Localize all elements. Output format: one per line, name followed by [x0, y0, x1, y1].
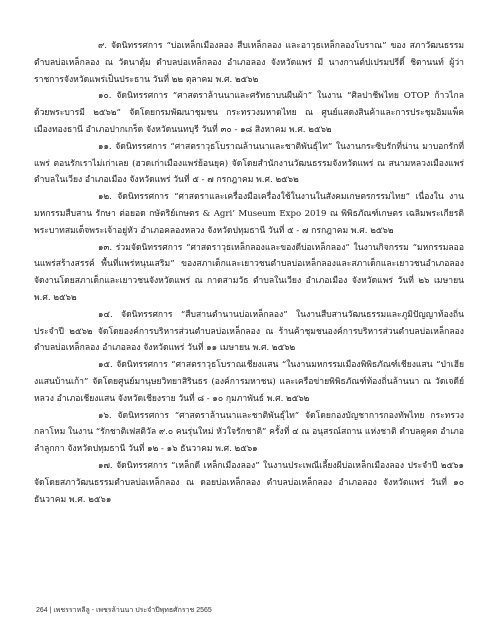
- list-item: ๑๒. จัดนิทรรศการ “ศาสตราและเครื่องมือเครื่องใช้ในงานในสังคมเกษตรกรรมไทย” เนื่องใน งานมหกรรมสืบสาน รักษา ต่อยอด กษัตริย์เกษตร & Agri’ Museum Expo 2019 ณ พิพิธภัณฑ์เกษตร เฉลิมพระเกียรติพระบาทสมเด็จพระเจ้าอยู่หัว อำเภอคลองหลวง จังหวัดปทุมธานี วันที่ ๕ - ๗ กรกฎาคม พ.ศ. ๒๕๖๒: [34, 192, 464, 236]
- list-item: ๙. จัดนิทรรศการ “บ่อเหล็กเมืองลอง สืบเหล็กลอง และอาวุธเหล็กลองโบราณ” ของ สภาวัฒนธรรมตำบลบ่อเหล็กลอง ณ วัดนาตุ้ม ตำบลบ่อเหล็กลอง อำเภอลอง จังหวัดแพร่ มี นางกานต์ปเปรมปรีดิ์ ชิตานนท์ ผู้ว่าราชการจังหวัดแพร่เป็นประธาน วันที่ ๒๒ ตุลาคม พ.ศ. ๒๕๖๒: [34, 41, 464, 85]
- list-item: ๑๔. จัดนิทรรศการ “สืบสานตำนานบ่อเหล็กลอง” ในงานสืบสานวัฒนธรรมและภูมิปัญญาท้องถิ่น ประจำปี ๒๕๖๒ จัดโดยองค์การบริหารส่วนตำบลบ่อเหล็กลอง ณ ร้านค้าชุมชนองค์การบริหารส่วนตำบลบ่อเหล็กลอง ตำบลบ่อเหล็กลอง อำเภอลอง จังหวัดแพร่ วันที่ ๑๑ เมษายน พ.ศ. ๒๕๖๒: [34, 309, 464, 354]
- exhibition-list: [34, 38, 464, 508]
- list-item: ๑๖. จัดนิทรรศการ “ศาสตราล้านนาและชาติพันธุ์ไท” จัดโดยกองบัญชาการกองทัพไทย กระทรวงกลาโหม ในงาน “รักชาติเฟสติวัล ๙.๐ คนรุ่นใหม่ หัวใจรักชาติ” ครั้งที่ ๔ ณ อนุสรณ์สถาน แห่งชาติ ตำบลคูคต อำเภอลำลูกกา จังหวัดปทุมธานี วันที่ ๑๒ - ๑๖ ธันวาคม พ.ศ. ๒๕๖๑: [34, 410, 464, 455]
- list-item: ๑๓. ร่วมจัดนิทรรศการ “ศาสตราวุธเหล็กลองและของดีบ่อเหล็กลอง” ในงานกิจกรรม “มหกรรมลออนแพร่สร้างสรรค์ พื้นที่แพร่หนุนเสริม” ของสภาเด็กและเยาวชนตำบลบ่อเหล็กลองและสภาเด็กและเยาวชนอำเภอลอง จัดงานโดยสภาเด็กและเยาวชนจังหวัดแพร่ ณ กาดสามวัธ ตำบลในเวียง อำเภอเมือง จังหวัดแพร่ วันที่ ๒๖ เมษายน พ.ศ. ๒๕๖๒: [34, 242, 464, 303]
- list-item: ๑๗. จัดนิทรรศการ “เหล็กดี เหล็กเมืองลอง” ในงานประเพณีเลี้ยงผีบ่อเหล็กเมืองลอง ประจำปี ๒๕๖๑ จัดโดยสภาวัฒนธรรมตำบลบ่อเหล็กลอง ณ ดอยบ่อเหล็กลอง ตำบลบ่อเหล็กลอง อำเภอลอง จังหวัดแพร่ วันที่ ๑๐ ธันวาคม พ.ศ. ๒๕๖๑: [34, 460, 464, 505]
- list-item: ๑๕. จัดนิทรรศการ “ศาสตราวุธโบราณเชียงแสน “ในงานมหกรรมเมืองพิพิธภัณฑ์เชียงแสน “ป่าเฮียงแสนบ้านเก้า” จัดโดยศูนย์มานุษยวิทยาสิรินธร (องค์การมหาชน) และเครือข่ายพิพิธภัณฑ์ท้องถิ่นล้านนา ณ วัดเจดีย์หลวง อำเภอเชียงแสน จังหวัดเชียงราย วันที่ ๘ - ๑๐ กุมภาพันธ์ พ.ศ. ๒๕๖๒: [34, 360, 464, 404]
- list-item: ๑๑. จัดนิทรรศการ “ศาสตราวุธโบราณล้านนาและชาติพันธุ์ไท” ในงานกระซิบรักที่น่าน มาบอกรักที่แพร่ ตอนรักเราไม่เก่าเลย (ฮวดเก่าเมืองแพร่ย้อนยุค) จัดโดยสำนักงานวัฒนธรรมจังหวัดแพร่ ณ สนามหลวงเมืองแพร่ ตำบลในเวียง อำเภอเมือง จังหวัดแพร่ วันที่ ๕ - ๗ กรกฎาคม พ.ศ. ๒๕๖๒: [34, 141, 464, 186]
- list-item: ๑๐. จัดนิทรรศการ “ศาสตราล้านนาและศรัทธาบนผืนผ้า” ในงาน “ศิลปาชีพไทย OTOP ก้าวไกล ด้วยพระบารมี ๒๕๖๒” จัดโดยกรมพัฒนาชุมชน กระทรวงมหาดไทย ณ ศูนย์แสดงสินค้าและการประชุมอิมแพ็ค เมืองทองธานี อำเภอปากเกร็ด จังหวัดนนทบุรี วันที่ ๓๐ - ๑๘ สิงหาคม พ.ศ. ๒๕๖๒: [34, 91, 464, 135]
- page-footer: 264 | เพชรราหลีลู - เพชรล้านนา ประจำปีพุทธศักราช 2565: [36, 607, 212, 614]
